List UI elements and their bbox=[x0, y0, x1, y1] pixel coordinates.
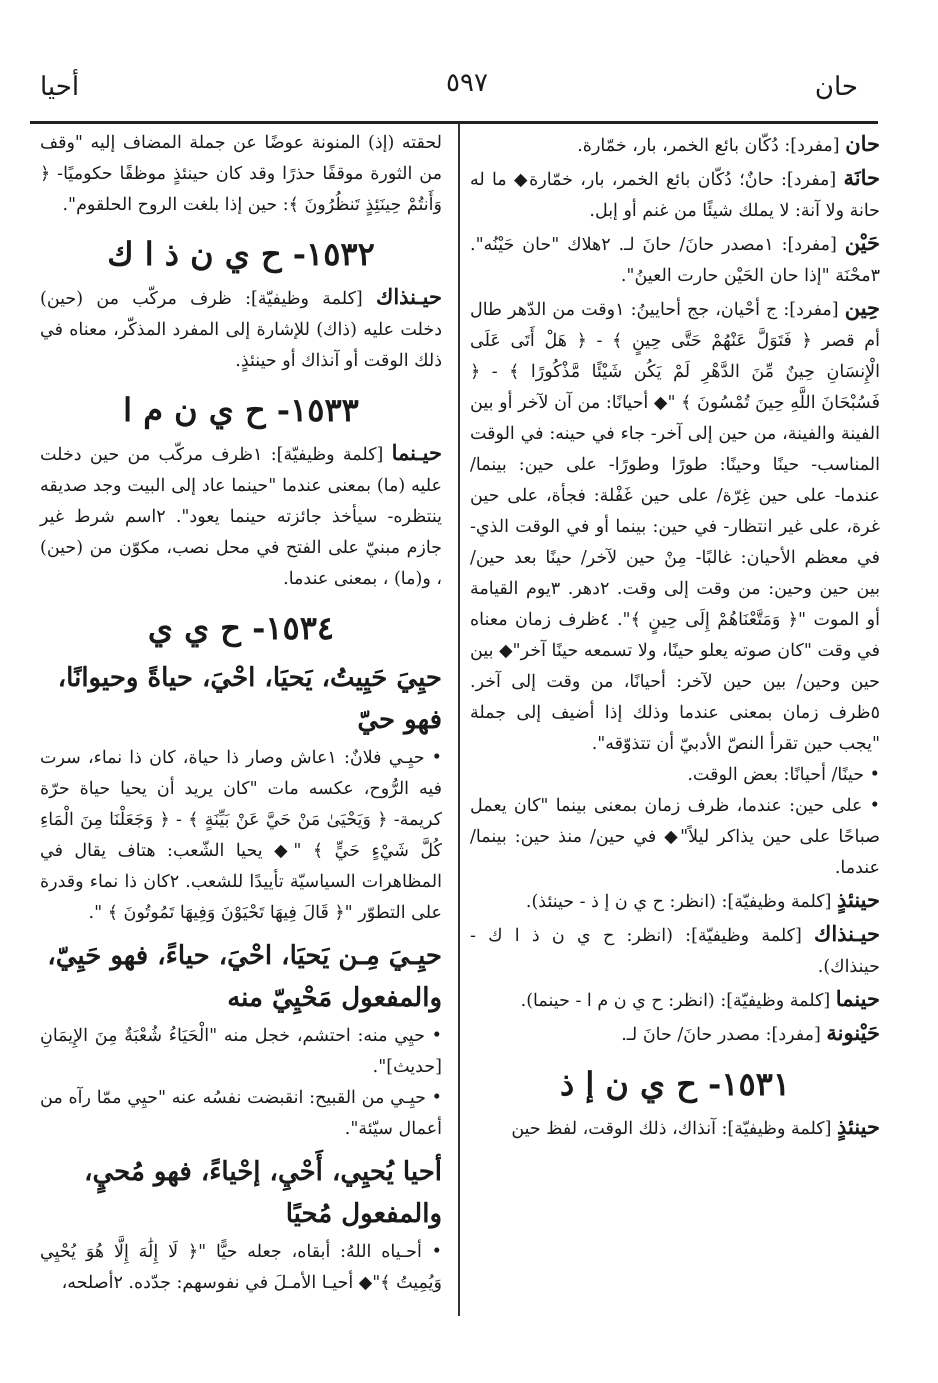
verb-conjugation-heading: حيِـيَ مِـن يَحيَا، احْيَ، حياءً، فهو حَيِيّ، والمفعول مَحْيِيّ منه bbox=[47, 941, 442, 1013]
left-column bbox=[40, 128, 442, 1299]
dictionary-entry bbox=[40, 743, 442, 929]
dictionary-entry bbox=[40, 1083, 442, 1145]
dictionary-entry bbox=[40, 437, 442, 595]
entry-lemma: حيـنذاك bbox=[814, 921, 880, 946]
dictionary-entry bbox=[470, 162, 880, 227]
dictionary-entry bbox=[470, 1111, 880, 1145]
entry-definition: [مفرد]: ج أحْيان، جج أحايينُ: ١وقت من الدّهر طال أم قصر ﴿ فَتَوَلَّ عَنْهُمْ حَتَّى حِينٍ ﴾ - ﴿ هَلْ أَتَى عَلَى الْإِنسَانِ حِينٌ مِّنَ الدَّهْرِ لَمْ يَكُن شَيْئًا مَّذْكُورًا ﴾ - ﴿ فَسُبْحَانَ اللَّهِ حِينَ تُمْسُونَ ﴾ "◆ أحيانًا: من آن لآخر أو بين الفينة والفينة، من حين إلى آخر- جاء في حينه: في الوقت المناسب- حينًا وحينًا: طورًا وطورًا- على حين: بينما/ عندما- على حين غِرّة/ على حين غَفْلة: فجأة، على حين غرة، على غير انتظار- في حين: بينما أو في الوقت الذي- في معظم الأحيان: غالبًا- مِنْ حين لآخر/ حينًا بعد حين/ بين حين وحين: من وقت إلى وقت. ٢دهر. ٣يوم القيامة أو الموت "﴿ وَمَتَّعْنَاهُمْ إِلَى حِينٍ ﴾". ٤ظرف زمان معناه في وقت "كان صوته يعلو حينًا، ولا تسمعه حينًا آخر"◆ بين حين وحين/ بين حين لآخر: أحيانًا، من وقت إلى آخر. ٥ظرف زمان بمعنى عندما وذلك إذا أضيف إلى جملة "يجب حين تقرأ النصّ الأدبيّ أن تتذوّقه". bbox=[470, 300, 880, 754]
dictionary-entry bbox=[40, 1237, 442, 1299]
entry-definition: [مفرد]: دُكّان بائع الخمر، بار، خمّارة. bbox=[577, 136, 846, 156]
entry-lemma: حيـنذاك bbox=[376, 284, 442, 309]
dictionary-entry bbox=[470, 983, 880, 1017]
entry-definition: [مفرد]: مصدر حانَ/ حانَ لـ. bbox=[621, 1025, 827, 1045]
dictionary-entry bbox=[470, 791, 880, 884]
entry-lemma: حَيْنونة bbox=[826, 1020, 880, 1045]
column-divider bbox=[458, 124, 460, 1316]
dictionary-entry bbox=[470, 1017, 880, 1051]
verb-conjugation-heading: حيِيَ حَيِيتُ، يَحيَا، احْيَ، حياةً وحيوانًا، فهو حيّ bbox=[57, 663, 442, 735]
dictionary-entry bbox=[40, 1021, 442, 1083]
entry-definition: [كلمة وظيفيّة]: (انظر: ح ي ن ذ ا ك - حينذاك). bbox=[470, 926, 880, 977]
dictionary-entry bbox=[40, 281, 442, 377]
entry-definition: • حيِـي فلانٌ: ١عاش وصار ذا حياة، كان ذا نماء، سرت فيه الرُّوح، عكسه مات "كان يريد أن يحيا حياة حرّة كريمة- ﴿ وَيَحْيَىٰ مَنْ حَيَّ عَنْ بَيِّنَةٍ ﴾ - ﴿ وَجَعَلْنَا مِنَ الْمَاءِ كُلَّ شَيْءٍ حَيٍّ ﴾ "◆ يحيا الشّعب: هتاف يقال في المظاهرات السياسيّة تأييدًا للشعب. ٢كان ذا نماء وقدرة على التطوّر "﴿ قَالَ فِيهَا تَحْيَوْنَ وَفِيهَا تَمُوتُونَ ﴾ ". bbox=[40, 748, 442, 923]
root-heading: ١٥٣١- ح ي ن إ ذ bbox=[559, 1065, 791, 1103]
entry-definition: [كلمة وظيفيّة]: آنذاك، ذلك الوقت، لفظ حين bbox=[511, 1119, 837, 1139]
root-heading: ١٥٣٣- ح ي ن م ا bbox=[123, 391, 359, 429]
entry-lemma: حانَة bbox=[843, 165, 880, 190]
entry-lemma: حِين bbox=[844, 295, 881, 320]
root-heading: ١٥٣٢- ح ي ن ذ ا ك bbox=[107, 235, 375, 273]
dictionary-entry bbox=[470, 760, 880, 791]
dictionary-entry bbox=[470, 128, 880, 162]
entry-lemma: حينما bbox=[835, 986, 880, 1011]
entry-definition: • حينًا/ أحيانًا: بعض الوقت. bbox=[687, 765, 880, 785]
dictionary-entry bbox=[470, 918, 880, 983]
entry-definition: لحقته (إذ) المنونة عوضًا عن جملة المضاف إليه "وقف من الثورة موقفًا حذرًا وقد كان حينئذٍ موظفًا حكوميًا- ﴿ وَأَنتُمْ حِينَئِذٍ تَنظُرُونَ ﴾: حين إذا بلغت الروح الحلقوم". bbox=[40, 133, 442, 215]
dictionary-entry bbox=[470, 227, 880, 292]
entry-lemma: حينئذٍ bbox=[836, 887, 880, 912]
entry-definition: • حيِي منه: احتشم، خجل منه "الْحَيَاءُ شُعْبَةٌ مِنَ الإِيمَانِ [حديث]". bbox=[40, 1026, 442, 1077]
dictionary-entry bbox=[470, 292, 880, 760]
dictionary-entry bbox=[40, 128, 442, 221]
entry-definition: • أحـياه اللهُ: أبقاه، جعله حيًّا "﴿ لَا إِلَٰهَ إِلَّا هُوَ يُحْيِي وَيُمِيتُ ﴾"◆ أحيـا الأمـلَ في نفوسهم: جدّده. ٢أصلحه، bbox=[40, 1242, 442, 1293]
entry-lemma: حيـنما bbox=[391, 440, 442, 465]
page-number: ٥٩٧ bbox=[446, 68, 488, 98]
entry-lemma: حينئذٍ bbox=[836, 1114, 880, 1139]
entry-lemma: حان bbox=[845, 131, 880, 156]
entry-definition: • حيِـي من القبيح: انقبضت نفسُه عنه "حيِي ممّا رآه من أعمال سيّئة". bbox=[40, 1088, 442, 1139]
header-guide-word-right: حان bbox=[814, 72, 858, 102]
entry-definition: [مفرد]: ١مصدر حانَ/ حانَ لـ. ٢هلاك "حان حَيْنُه". ٣محْنَة "إذا حان الحَيْن حارت العينُ". bbox=[470, 235, 880, 286]
entry-definition: [كلمة وظيفيّة]: (انظر: ح ي ن م ا - حينما). bbox=[520, 991, 836, 1011]
header-guide-word-left: أحيا bbox=[40, 72, 80, 102]
header-rule bbox=[30, 121, 878, 124]
entry-lemma: حَيْن bbox=[844, 230, 880, 255]
entry-definition: [كلمة وظيفيّة]: ظرف مركّب من (حين) دخلت عليه (ذاك) للإشارة إلى المفرد المذكّر، معناه في ذلك الوقت أو آنذاك أو حينئذٍ. bbox=[40, 289, 442, 371]
entry-definition: • على حين: عندما، ظرف زمان بمعنى بينما "كان يعمل صباحًا على حين يذاكر ليلاً"◆ في حين/ منذ حين: بينما/ عندما. bbox=[470, 796, 880, 878]
dictionary-entry bbox=[470, 884, 880, 918]
root-heading: ١٥٣٤- ح ي ي bbox=[147, 609, 335, 647]
entry-definition: [كلمة وظيفيّة]: ١ظرف مركّب من حين دخلت عليه (ما) بمعنى عندما "حينما عاد إلى البيت وجد صديقه ينتظره- سيأخذ جائزته حينما يعود". ٢اسم شرط غير جازم مبنيّ على الفتح في محل نصب، مكوّن من (حين) ، و(ما) ، بمعنى عندما. bbox=[40, 445, 443, 589]
verb-conjugation-heading: أحيا يُحيِي، أَحْيِ، إحْياءً، فهو مُحيٍ، والمفعول مُحيًا bbox=[84, 1157, 442, 1229]
right-column bbox=[470, 128, 880, 1145]
entry-definition: [مفرد]: حانٌ؛ دُكّان بائع الخمر، بار، خمّارة◆ ما له حانة ولا آنة: لا يملك شيئًا من غنم أو إبل. bbox=[470, 170, 880, 221]
entry-definition: [كلمة وظيفيّة]: (انظر: ح ي ن إ ذ - حينئذ). bbox=[525, 892, 837, 912]
